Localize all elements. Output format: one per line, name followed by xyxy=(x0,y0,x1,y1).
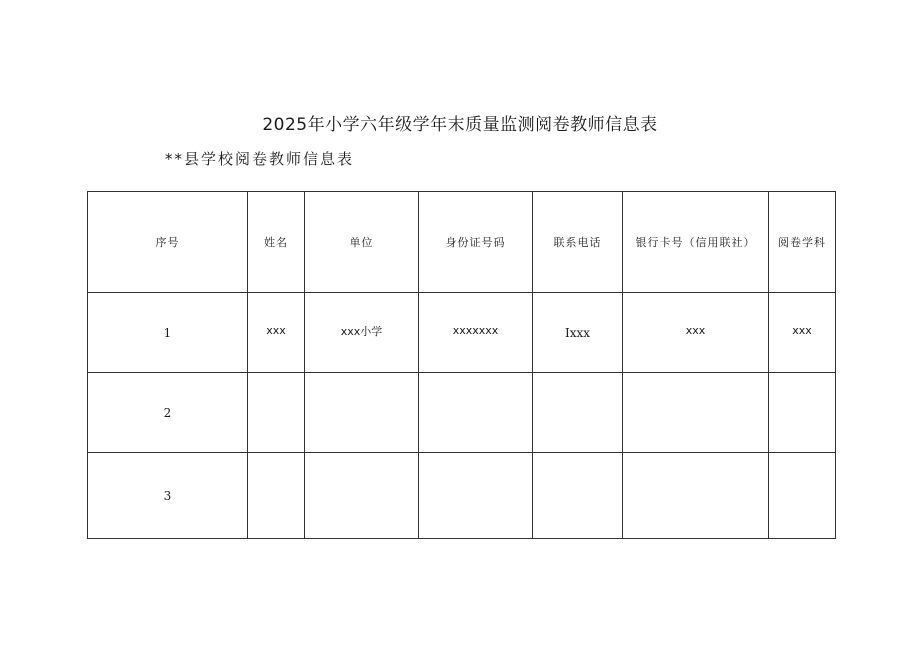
row-index-cell: 2 xyxy=(88,373,248,453)
header-label: 联系电话 xyxy=(553,236,602,249)
cell-value: xxx xyxy=(792,324,812,337)
header-label: 序号 xyxy=(155,236,180,249)
header-label: 单位 xyxy=(349,236,374,249)
cell-value: xxxxxxx xyxy=(452,324,499,337)
table-row xyxy=(88,293,836,373)
header-cell-phone xyxy=(533,192,623,293)
name-cell xyxy=(248,453,305,539)
header-cell-subject xyxy=(769,192,836,293)
bank-card-cell xyxy=(623,293,769,373)
bank-card-cell xyxy=(623,453,769,539)
document-subtitle: **县学校阅卷教师信息表 xyxy=(165,150,355,168)
subject-cell xyxy=(769,453,836,539)
cell-value: xxx xyxy=(685,324,706,337)
header-cell-name xyxy=(248,192,305,293)
subject-cell xyxy=(769,373,836,453)
header-label: 身份证号码 xyxy=(445,236,506,249)
unit-cell xyxy=(305,293,419,373)
unit-cell xyxy=(305,453,419,539)
name-cell xyxy=(248,373,305,453)
table-row xyxy=(88,373,836,453)
cell-value: xxx小学 xyxy=(340,324,383,338)
phone-cell xyxy=(533,373,623,453)
phone-cell: Ixxx xyxy=(533,293,623,373)
header-cell-unit xyxy=(305,192,419,293)
id-number-cell xyxy=(419,453,533,539)
header-cell-index xyxy=(88,192,248,293)
unit-cell xyxy=(305,373,419,453)
id-number-cell xyxy=(419,373,533,453)
row-index-cell: 1 xyxy=(88,293,248,373)
phone-cell xyxy=(533,453,623,539)
bank-card-cell xyxy=(623,373,769,453)
name-cell xyxy=(248,293,305,373)
id-number-cell xyxy=(419,293,533,373)
cell-value: xxx xyxy=(266,324,286,337)
table-header-row xyxy=(88,192,836,293)
teacher-info-table xyxy=(87,191,836,539)
header-cell-id-number xyxy=(419,192,533,293)
header-label: 银行卡号（信用联社） xyxy=(635,236,756,249)
header-label: 姓名 xyxy=(264,236,288,249)
document-title: 2025年小学六年级学年末质量监测阅卷教师信息表 xyxy=(262,115,658,135)
row-index-cell: 3 xyxy=(88,453,248,539)
header-label: 阅卷学科 xyxy=(778,236,826,249)
header-cell-bank-card xyxy=(623,192,769,293)
subject-cell xyxy=(769,293,836,373)
table-row xyxy=(88,453,836,539)
